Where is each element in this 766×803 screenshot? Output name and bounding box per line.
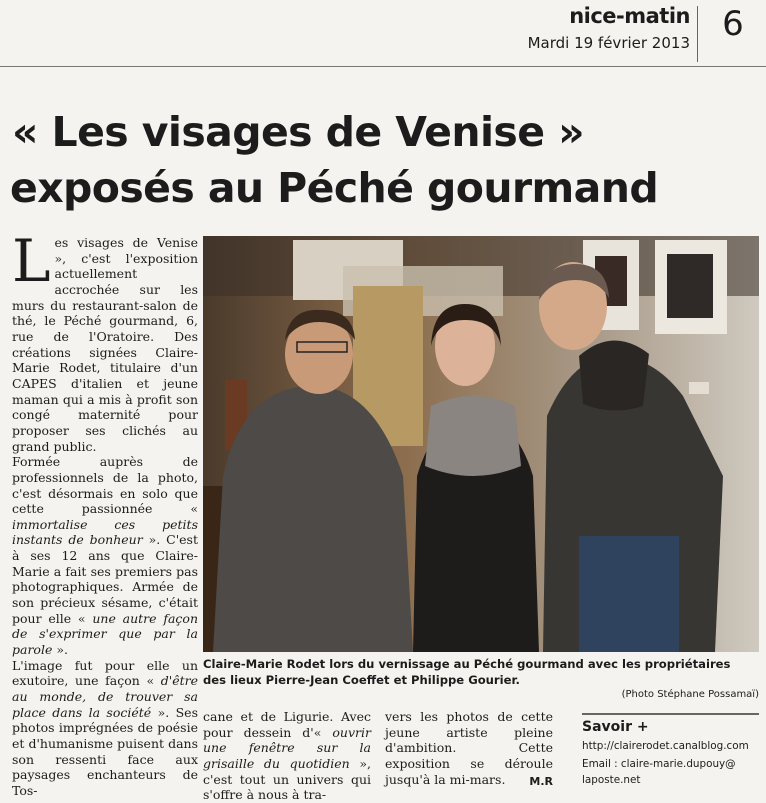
caption-line-2: des lieux Pierre-Jean Coeffet et Philippe Gourier.	[203, 673, 520, 687]
p2-text-c: ». C'est à ses 12 ans que Claire-Marie a fait ses premiers pas photographiques. Armée de son précieux sésame, c'était pour elle «	[12, 532, 198, 626]
page-number: 6	[722, 4, 744, 44]
article-column-1	[12, 227, 198, 799]
header-divider	[697, 6, 698, 62]
drop-cap: L	[12, 227, 51, 295]
quote-3: d'être au monde, de trouver sa place dans la société	[12, 673, 198, 720]
paragraph-1-text: es visages de Venise », c'est l'exposition actuellement accrochée sur les murs du restaurant-salon de thé, le Péché gourmand, 6, rue de l'Oratoire. Des créations signées Claire-Marie Rodet, titulaire d'un CAPES d'italien et jeune maman qui a mis à profit son congé maternité pour proposer ses clichés au grand public.	[12, 235, 198, 454]
col3-text: vers les photos de cette jeune artiste pleine d'ambition. Cette exposition se déroule jusqu'à la mi-mars.	[385, 709, 553, 787]
info-box-rule	[582, 713, 759, 715]
col2-text-c: », c'est tout un univers qui s'offre à nous à tra-	[203, 755, 371, 803]
p3-text-c: ». Ses photos imprégnées de poésie et d'humanisme puisent dans son ressenti face aux paysages enchanteurs de Tos-	[12, 704, 198, 798]
photo-illustration	[203, 236, 759, 652]
photo-credit: (Photo Stéphane Possamaï)	[621, 689, 759, 700]
info-box-title: Savoir +	[582, 719, 649, 735]
col2-text-a: cane et de Ligurie. Avec pour dessein d'«	[203, 709, 371, 740]
paragraph-2	[12, 454, 198, 658]
quote-4: ouvrir une fenêtre sur la grisaille du quotidien	[203, 724, 371, 771]
quote-1: immortalise ces petits instants de bonheur	[12, 516, 198, 548]
photo-caption	[203, 656, 759, 688]
event-photo	[203, 236, 759, 652]
quote-2: une autre façon de s'exprimer que par la parole	[12, 610, 198, 658]
paragraph-3	[12, 658, 198, 799]
issue-date: Mardi 19 février 2013	[527, 34, 690, 52]
author-signature: M.R	[529, 775, 553, 788]
p3-text-a: L'image fut pour elle un exutoire, une façon «	[12, 657, 198, 689]
p2-text-e: ».	[56, 642, 68, 658]
headline-line-2: exposés au Péché gourmand	[10, 164, 659, 212]
p2-text-a: Formée auprès de professionnels de la photo, c'est désormais en solo que cette passionnée «	[12, 454, 198, 517]
email-line-2: laposte.net	[582, 774, 641, 786]
newspaper-name: nice-matin	[569, 4, 690, 28]
header-rule	[0, 66, 766, 67]
article-column-2	[203, 709, 371, 803]
email-line-1: Email : claire-marie.dupouy@	[582, 758, 736, 770]
paragraph-1	[12, 227, 198, 454]
blog-url: http://clairerodet.canalblog.com	[582, 740, 749, 752]
caption-line-1: Claire-Marie Rodet lors du vernissage au Péché gourmand avec les propriétaires	[203, 657, 731, 671]
headline-line-1: « Les visages de Venise »	[12, 108, 584, 156]
